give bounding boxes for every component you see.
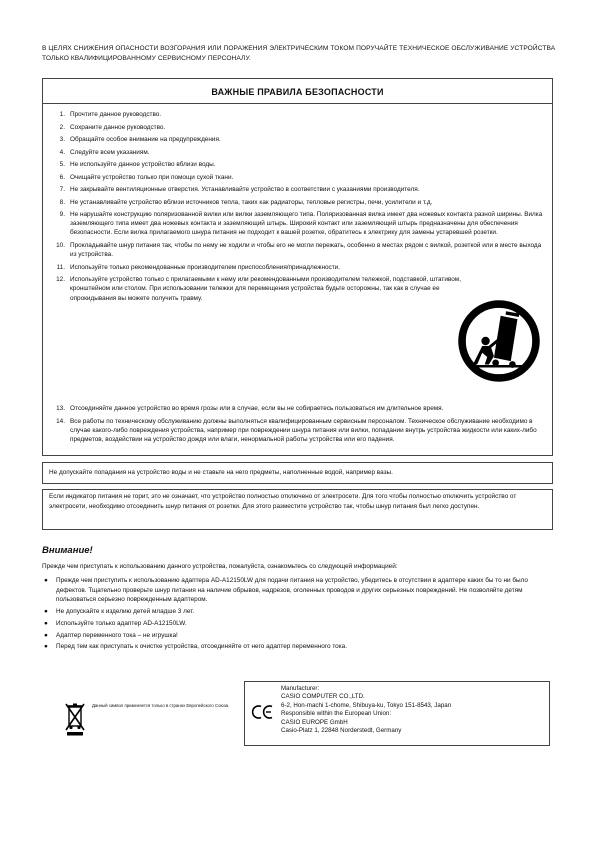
rule-text: Все работы по техническому обслуживанию должны выполняться квалифицированным сервисным персоналом. Техническое обслуживание необходимо в случае какого-либо повреждения устройства, например при повреждении шнура питания или вилки, попадании внутрь устройства жидкости или каких-либо предметов, воздействии на устройство дождя или влаги, ненормальной работы устройства или его падения. xyxy=(70,417,537,443)
manufacturer-text xyxy=(281,685,451,735)
rule-item xyxy=(51,185,549,194)
rule-item xyxy=(51,263,549,272)
list-item xyxy=(42,619,557,629)
power-disconnect-box: Если индикатор питания не горит, это не означает, что устройство полностью отключено от электросети. Для того чтобы полностью отключить устройство от электросети, необходимо отсоединить шнур питания от розетки. Для этого разместите устройство так, чтобы шнур питания был легко доступен. xyxy=(42,489,553,530)
rule-number: 12. xyxy=(56,276,65,284)
rule-item xyxy=(51,241,549,259)
rule-text: Сохраните данное руководство. xyxy=(70,123,166,131)
rule-number: 14. xyxy=(56,417,65,425)
rule-number: 4. xyxy=(59,148,65,156)
list-item xyxy=(42,631,557,641)
rule-text: Прокладывайте шнур питания так, чтобы по нему не ходили и чтобы его не могли пережать, особенно в местах рядом с вилкой, розеткой или в месте выхода из устройства. xyxy=(70,241,542,259)
cart-tip-over-warning-icon xyxy=(457,299,541,383)
ce-label: CE xyxy=(251,704,253,705)
rule-number: 3. xyxy=(59,136,65,143)
rule-number: 1. xyxy=(59,111,65,118)
weee-note: Данный символ применяется только в странах Европейского Союза. xyxy=(92,703,230,708)
rule-item xyxy=(51,148,549,157)
list-item xyxy=(42,576,557,605)
list-item xyxy=(42,607,557,617)
bullet-icon: ● xyxy=(44,607,48,615)
rule-text: Не устанавливайте устройство вблизи источников тепла, таких как радиаторы, тепловые регистры, печи, усилители и т.д. xyxy=(70,198,433,206)
rule-item xyxy=(51,123,549,132)
rule-number: 8. xyxy=(59,198,65,206)
rule-number: 13. xyxy=(56,405,65,412)
rule-item xyxy=(51,198,549,207)
safety-title: ВАЖНЫЕ ПРАВИЛА БЕЗОПАСНОСТИ xyxy=(211,87,384,97)
bullet-icon: ● xyxy=(44,619,48,627)
bullet-text: Используйте только адаптер AD-A12150LW. xyxy=(56,619,187,627)
rule-item xyxy=(51,110,549,119)
mfr-line: 6-2, Hon-machi 1-chome, Shibuya-ku, Tokyo 151-8543, Japan xyxy=(281,701,452,709)
bullet-text: Прежде чем приступить к использованию адаптера AD-A12150LW для подачи питания на устройство, убедитесь в отсутствии в адаптере каких бы то ни было дефектов. Тщательно проверьте шнур питания на наличие обрывов, надрезов, оголенных проводов и других серьезных повреждений. Не позволяйте детям пользоваться серьезно поврежденным адаптером. xyxy=(56,577,528,604)
safety-rules-box xyxy=(42,78,553,456)
rule-text: Не используйте данное устройство вблизи воды. xyxy=(70,161,216,168)
rule-text: Не нарушайте конструкцию поляризованной вилки или вилки заземляющего типа. Поляризованная вилка имеет два ножевых контакта разной ширины. Вилка заземляющего типа имеет два ножевых контакта и заземляющий штырь. Широкий контакт или заземляющий штырь предназначены для обеспечения безопасности. Если вилка прилагаемого шнура питания не подходит к вашей розетке, обратитесь к электрику для замены устаревшей розетки. xyxy=(70,211,543,237)
bullet-text: Не допускайте к изделию детей младше 3 лет. xyxy=(56,607,195,615)
rule-item xyxy=(51,417,549,445)
bullet-text: Перед тем как приступать к очистке устройства, отсоединяйте от него адаптер переменного тока. xyxy=(56,643,348,651)
rule-text: Обращайте особое внимание на предупреждения. xyxy=(70,136,221,143)
rule-number: 11. xyxy=(56,263,65,271)
rule-number: 10. xyxy=(56,241,65,249)
intro-warning: В ЦЕЛЯХ СНИЖЕНИЯ ОПАСНОСТИ ВОЗГОРАНИЯ ИЛИ ПОРАЖЕНИЯ ЭЛЕКТРИЧЕСКИМ ТОКОМ ПОРУЧАЙТЕ ТЕХНИЧЕСКОЕ ОБСЛУЖИВАНИЕ УСТРОЙСТВА ТОЛЬКО КВАЛИФИЦИРОВАННОМУ СЕРВИСНОМУ ПЕРСОНАЛУ. xyxy=(42,45,556,62)
rule-number: 6. xyxy=(59,173,65,181)
rule-number: 7. xyxy=(59,186,65,193)
crossed-out-wheelie-bin-icon xyxy=(64,701,86,737)
caution-list xyxy=(42,576,557,654)
rule-text: Отсоединяйте данное устройство во время грозы или в случае, если вы не собираетесь пользоваться им длительное время. xyxy=(70,405,444,412)
rule-number: 2. xyxy=(59,123,65,131)
rule-number: 5. xyxy=(59,161,65,168)
rule-item xyxy=(51,210,549,238)
rule-item xyxy=(51,135,549,144)
mfr-line: Manufacturer: xyxy=(281,685,320,692)
mfr-line: Responsible within the European Union: xyxy=(281,710,392,718)
rule-text: Прочтите данное руководство. xyxy=(70,111,162,118)
mfr-line: CASIO EUROPE GmbH xyxy=(281,718,348,726)
rule-text: Не закрывайте вентиляционные отверстия. Устанавливайте устройство в соответствии с указаниями производителя. xyxy=(70,186,420,193)
manufacturer-box xyxy=(244,681,550,746)
rule-text: Следуйте всем указаниям. xyxy=(70,148,150,156)
caution-heading: Внимание! xyxy=(42,545,93,556)
rule-item xyxy=(51,173,549,182)
water-warning-box: Не допускайте попадания на устройство воды и не ставьте на него предметы, наполненные водой, например вазы. xyxy=(42,462,553,484)
mfr-line: CASIO COMPUTER CO.,LTD. xyxy=(281,693,365,701)
rule-text: Используйте только рекомендованные производителем приспособления/принадлежности. xyxy=(70,263,340,271)
rule-text: Используйте устройство только с прилагаемыми к нему или рекомендованными производителем тележкой, подставкой, штативом, кронштейном или столом. При использовании тележки для перемещения устройства будьте осторожны, так как в случае ее опрокидывания вы можете получить травму. xyxy=(70,276,461,302)
rule-item xyxy=(51,404,549,413)
ce-mark-icon xyxy=(251,704,275,720)
rule-item xyxy=(51,160,549,169)
bullet-text: Адаптер переменного тока – не игрушка! xyxy=(56,631,178,639)
bullet-icon: ● xyxy=(44,577,48,584)
safety-rules-list xyxy=(51,110,549,306)
rule-text: Очищайте устройство только при помощи сухой ткани. xyxy=(70,173,234,181)
bullet-icon: ● xyxy=(44,631,48,639)
caution-intro: Прежде чем приступать к использованию данного устройства, пожалуйста, ознакомьтесь со следующей информацией: xyxy=(42,563,398,570)
rule-number: 9. xyxy=(59,211,65,218)
title-divider xyxy=(43,103,552,104)
list-item xyxy=(42,642,557,652)
safety-rules-list-continued xyxy=(51,404,549,447)
mfr-line: Casio-Platz 1, 22848 Norderstedt, Germany xyxy=(281,727,402,735)
bullet-icon: ● xyxy=(44,643,48,651)
